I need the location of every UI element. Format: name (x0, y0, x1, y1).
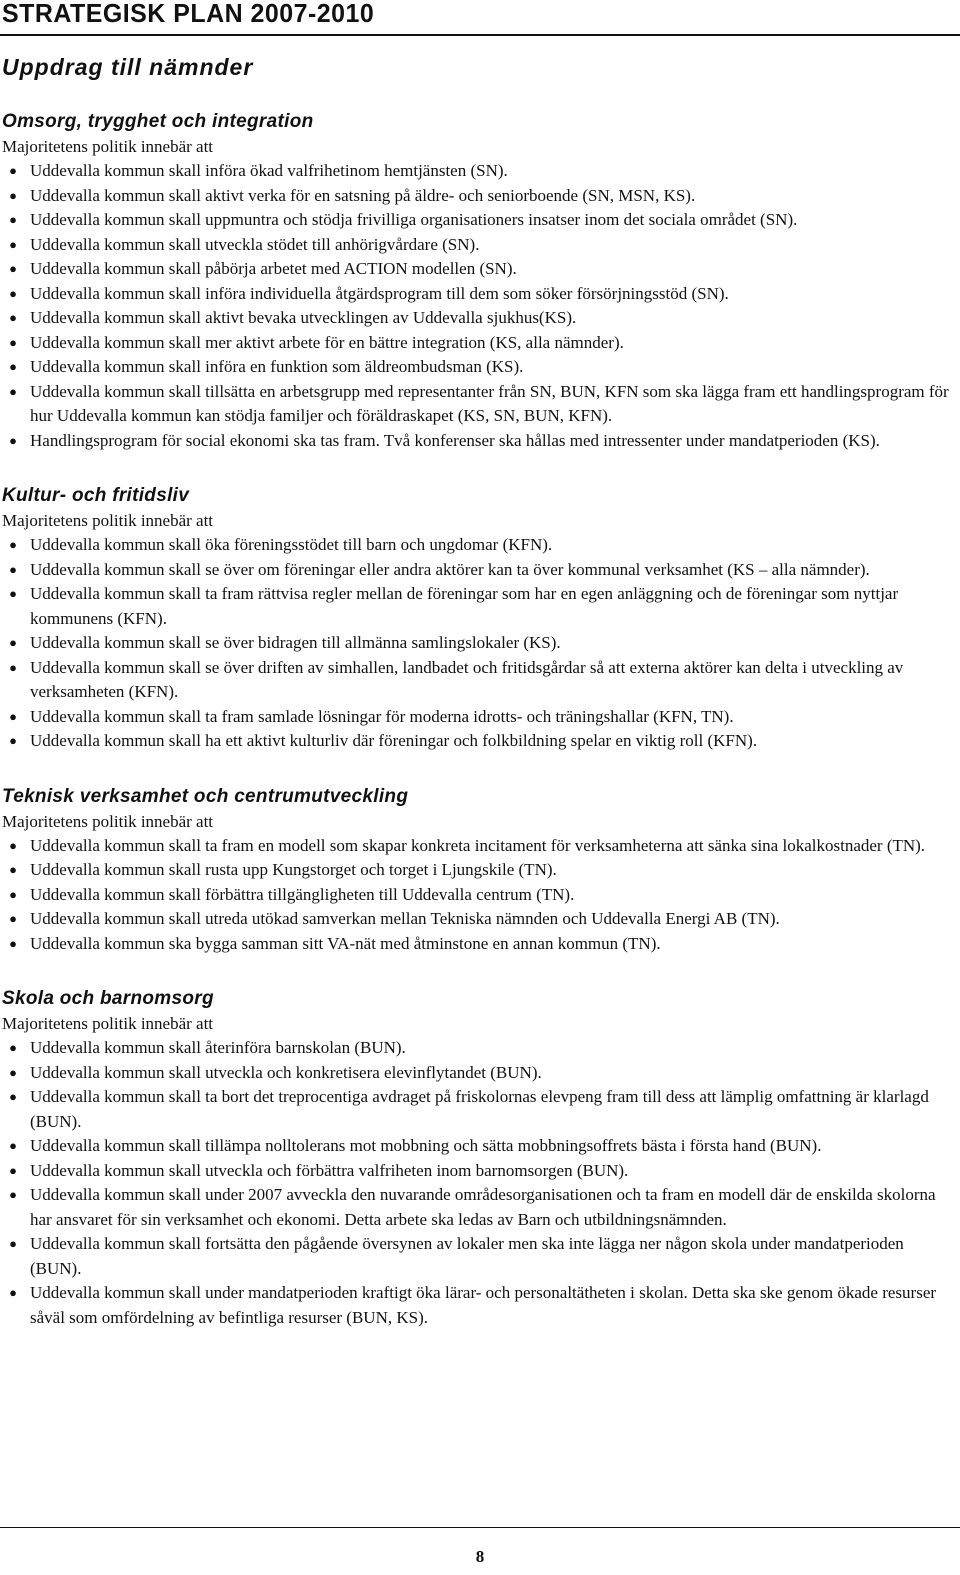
bullet-icon: ● (9, 1089, 17, 1104)
bullet-icon: ● (9, 537, 17, 552)
list-item-text: Uddevalla kommun skall öka föreningsstödet till barn och ungdomar (KFN). (30, 535, 553, 554)
bullet-icon: ● (9, 733, 17, 748)
bullet-icon: ● (9, 886, 17, 902)
list-item (0, 533, 960, 558)
bullet-list (0, 159, 960, 453)
list-item-text: Uddevalla kommun skall aktivt verka för en satsning på äldre- och seniorboende (SN, MSN, KS). (30, 185, 696, 205)
bullet-icon: ● (9, 285, 17, 301)
bullet-icon: ● (9, 837, 17, 853)
list-item (0, 582, 960, 631)
section (0, 109, 960, 453)
footer-divider (0, 1527, 960, 1528)
section-heading: Skola och barnomsorg (2, 988, 214, 1009)
list-item (0, 705, 960, 730)
bullet-icon: ● (9, 1040, 17, 1055)
list-item-text: Uddevalla kommun skall utveckla och konkretisera elevinflytandet (BUN). (30, 1062, 542, 1082)
bullet-icon: ● (9, 911, 17, 926)
list-item-text: Uddevalla kommun skall tillämpa nolltolerans mot mobbning och sätta mobbningsoffrets bästa i första hand (BUN). (30, 1136, 822, 1155)
bullet-icon: ● (9, 1138, 17, 1153)
bullet-icon: ● (9, 187, 17, 203)
section-heading: Teknisk verksamhet och centrumutveckling (2, 785, 409, 807)
section (0, 784, 960, 957)
bullet-icon: ● (9, 561, 17, 577)
section (0, 986, 960, 1330)
list-item (0, 257, 960, 282)
page-title: Uppdrag till nämnder (2, 54, 254, 80)
list-item (0, 932, 960, 957)
list-item (0, 306, 960, 331)
bullet-icon: ● (9, 1064, 17, 1080)
list-item (0, 729, 960, 754)
list-item-text: Uddevalla kommun skall mer aktivt arbete för en bättre integration (KS, alla nämnder). (30, 332, 624, 352)
list-item-text: Uddevalla kommun skall ta fram en modell som skapar konkreta incitament för verksamheterna att sänka sina lokalkostnader (TN). (30, 835, 926, 855)
bullet-icon: ● (9, 334, 17, 350)
document-header (0, 0, 960, 36)
list-item-text: Uddevalla kommun skall fortsätta den pågående översynen av lokaler men ska inte lägga ner någon skola under mandatperioden (BUN). (30, 1234, 904, 1278)
list-item (0, 1061, 960, 1086)
list-item-text: Uddevalla kommun ska bygga samman sitt VA-nät med åtminstone en annan kommun (TN). (30, 933, 661, 953)
bullet-icon: ● (9, 236, 17, 252)
section-intro: Majoritetens politik innebär att (2, 511, 214, 530)
list-item-text: Uddevalla kommun skall utveckla stödet till anhörigvårdare (SN). (30, 234, 480, 254)
list-item (0, 1159, 960, 1184)
bullet-list (0, 1036, 960, 1330)
list-item-text: Uddevalla kommun skall införa en funktion som äldreombudsman (KS). (30, 357, 524, 376)
list-item (0, 1036, 960, 1061)
list-item (0, 355, 960, 380)
list-item-text: Uddevalla kommun skall under mandatperioden kraftigt öka lärar- och personaltätheten i skolan. Detta ska ske genom ökade resurser såväl som omfördelning av befintliga resurser (BUN, KS). (30, 1283, 937, 1327)
section-intro: Majoritetens politik innebär att (2, 137, 214, 156)
list-item (0, 208, 960, 233)
bullet-list (0, 533, 960, 754)
list-item (0, 282, 960, 307)
list-item-text: Uddevalla kommun skall under 2007 avveckla den nuvarande områdesorganisationen och ta fram en modell där de enskilda skolorna har ansvaret för sin verksamhet och ekonomi. Detta arbete ska ledas av Barn och utbildningsnämnden. (30, 1185, 936, 1229)
list-item (0, 656, 960, 705)
list-item (0, 159, 960, 184)
bullet-icon: ● (9, 163, 17, 178)
list-item-text: Uddevalla kommun skall utreda utökad samverkan mellan Tekniska nämnden och Uddevalla Energi AB (TN). (30, 909, 780, 928)
bullet-icon: ● (9, 359, 17, 374)
list-item (0, 1232, 960, 1281)
list-item-text: Uddevalla kommun skall förbättra tillgängligheten till Uddevalla centrum (TN). (30, 884, 575, 904)
list-item-text: Uddevalla kommun skall ta fram rättvisa regler mellan de föreningar som har en egen anläggning och de föreningar som nyttjar kommunens (KFN). (30, 584, 899, 628)
document-body (0, 109, 960, 1360)
bullet-icon: ● (9, 586, 17, 601)
page-number: 8 (475, 1547, 485, 1566)
bullet-icon: ● (9, 1285, 17, 1300)
list-item-text: Uddevalla kommun skall ha ett aktivt kulturliv där föreningar och folkbildning spelar en viktig roll (KFN). (30, 731, 758, 750)
list-item-text: Uddevalla kommun skall tillsätta en arbetsgrupp med representanter från SN, BUN, KFN som ska lägga fram ett handlingsprogram för hur Uddevalla kommun kan stödja familjer och föräldraskapet (KS, SN, BUN, KFN). (30, 381, 949, 425)
list-item-text: Uddevalla kommun skall se över bidragen till allmänna samlingslokaler (KS). (30, 633, 561, 652)
list-item (0, 858, 960, 883)
list-item (0, 429, 960, 454)
list-item-text: Uddevalla kommun skall aktivt bevaka utvecklingen av Uddevalla sjukhus(KS). (30, 308, 577, 327)
list-item (0, 631, 960, 656)
list-item-text: Uddevalla kommun skall ta bort det treprocentiga avdraget på friskolornas elevpeng fram till dess att lämplig omfattning är klarlagd (BUN). (30, 1087, 929, 1131)
bullet-icon: ● (9, 1162, 17, 1178)
bullet-icon: ● (9, 261, 17, 276)
bullet-icon: ● (9, 432, 17, 448)
list-item-text: Uddevalla kommun skall se över om föreningar eller andra aktörer kan ta över kommunal verksamhet (KS – alla nämnder). (30, 559, 870, 579)
section-heading: Omsorg, trygghet och integration (2, 111, 314, 132)
list-item-text: Handlingsprogram för social ekonomi ska tas fram. Två konferenser ska hållas med intressenter under mandatperioden (KS). (30, 430, 880, 450)
section-intro: Majoritetens politik innebär att (2, 1014, 214, 1033)
list-item (0, 834, 960, 859)
list-item-text: Uddevalla kommun skall utveckla och förbättra valfriheten inom barnomsorgen (BUN). (30, 1160, 629, 1180)
bullet-list (0, 834, 960, 957)
list-item (0, 1281, 960, 1330)
list-item-text: Uddevalla kommun skall påbörja arbetet med ACTION modellen (SN). (30, 259, 517, 278)
list-item (0, 380, 960, 429)
bullet-icon: ● (9, 310, 17, 325)
list-item (0, 883, 960, 908)
section-intro: Majoritetens politik innebär att (2, 811, 214, 831)
list-item (0, 331, 960, 356)
section (0, 483, 960, 754)
list-item-text: Uddevalla kommun skall rusta upp Kungstorget och torget i Ljungskile (TN). (30, 860, 557, 879)
bullet-icon: ● (9, 862, 17, 877)
list-item-text: Uddevalla kommun skall uppmuntra och stödja frivilliga organisationers insatser inom det sociala området (SN). (30, 210, 798, 229)
list-item (0, 907, 960, 932)
bullet-icon: ● (9, 212, 17, 227)
list-item (0, 1085, 960, 1134)
bullet-icon: ● (9, 1236, 17, 1251)
list-item (0, 1134, 960, 1159)
bullet-icon: ● (9, 708, 17, 724)
list-item (0, 1183, 960, 1232)
list-item (0, 233, 960, 258)
list-item-text: Uddevalla kommun skall återinföra barnskolan (BUN). (30, 1038, 406, 1057)
bullet-icon: ● (9, 659, 17, 675)
list-item-text: Uddevalla kommun skall införa individuella åtgärdsprogram till dem som söker försörjningsstöd (SN). (30, 283, 729, 303)
list-item-text: Uddevalla kommun skall se över driften av simhallen, landbadet och fritidsgårdar så att externa aktörer kan delta i utveckling av verksamheten (KFN). (30, 657, 904, 701)
bullet-icon: ● (9, 383, 17, 399)
bullet-icon: ● (9, 635, 17, 650)
list-item-text: Uddevalla kommun skall införa ökad valfrihetinom hemtjänsten (SN). (30, 161, 508, 180)
bullet-icon: ● (9, 935, 17, 951)
list-item-text: Uddevalla kommun skall ta fram samlade lösningar för moderna idrotts- och träningshallar (KFN, TN). (30, 706, 734, 726)
bullet-icon: ● (9, 1187, 17, 1202)
document-header-title: STRATEGISK PLAN 2007-2010 (2, 0, 375, 28)
list-item (0, 558, 960, 583)
section-heading: Kultur- och fritidsliv (2, 485, 190, 506)
list-item (0, 184, 960, 209)
